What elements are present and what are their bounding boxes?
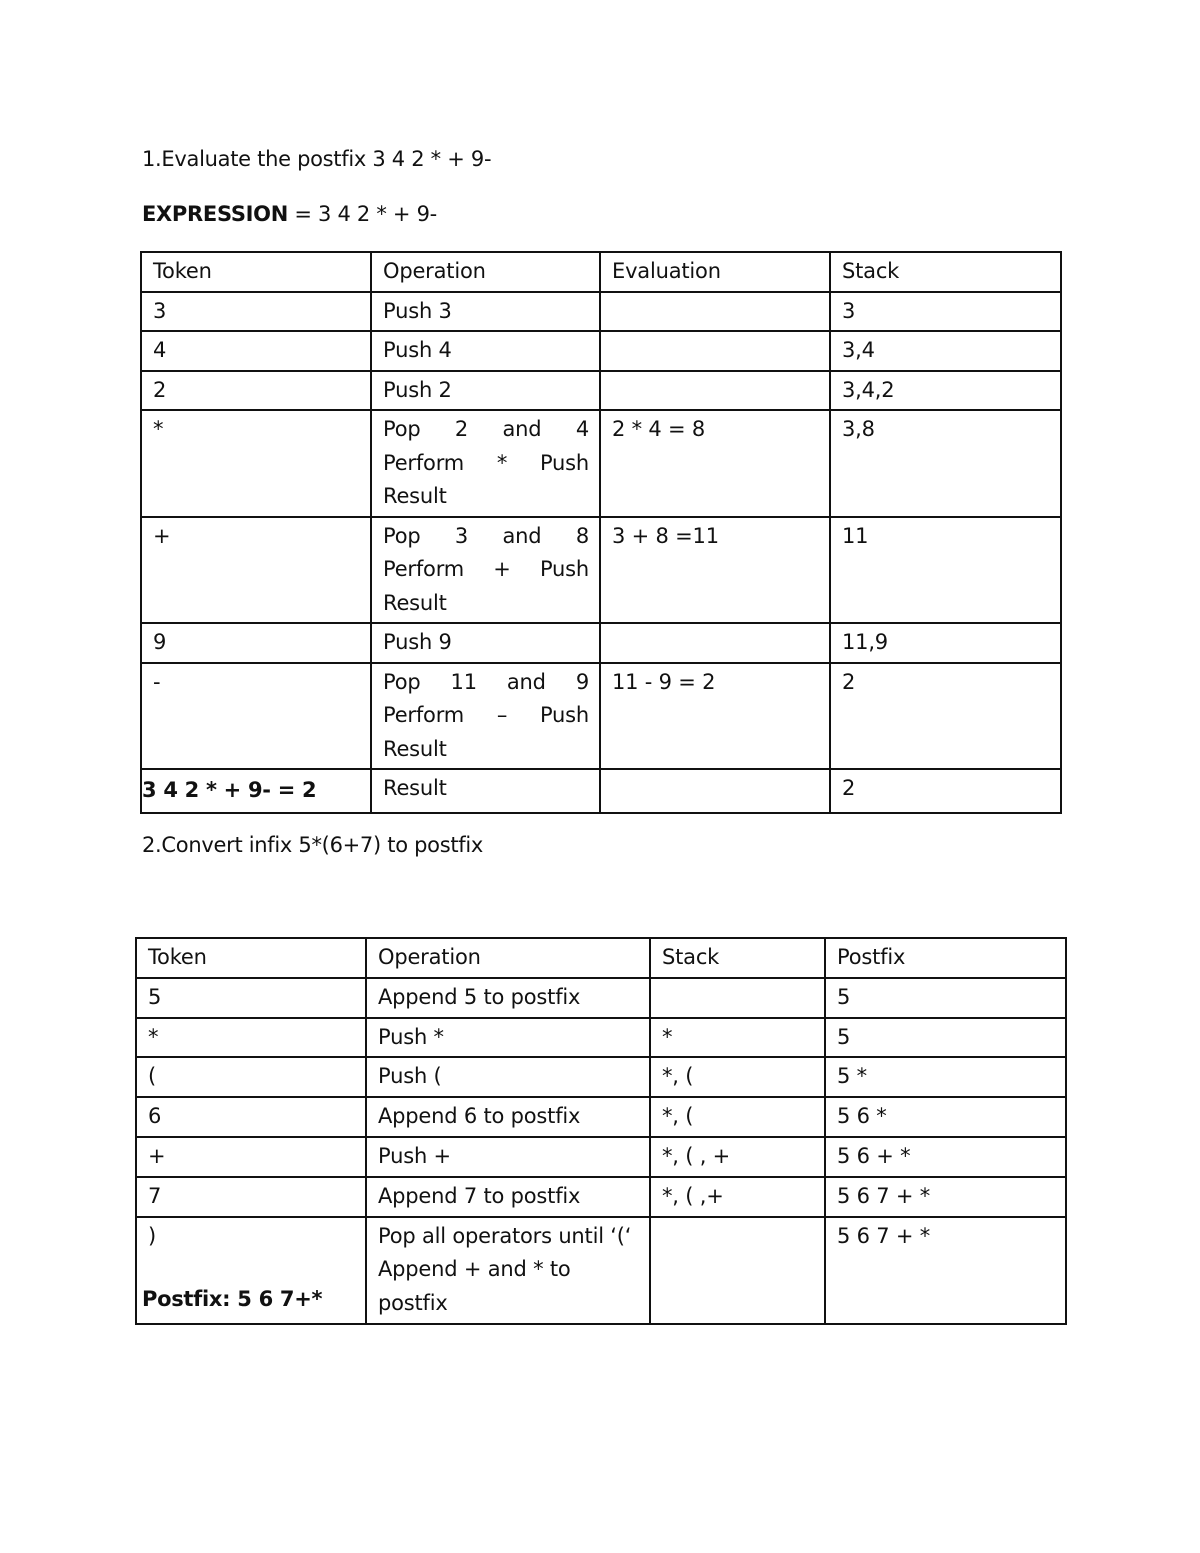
cell-operation: Push + [366, 1137, 650, 1177]
section1-heading: 1.Evaluate the postfix 3 4 2 * + 9- [142, 147, 492, 171]
cell-operation: Append 7 to postfix [366, 1177, 650, 1217]
cell-operation: Pop 2 and 4 Perform * Push Result [371, 410, 600, 517]
cell-evaluation: 2 * 4 = 8 [600, 410, 830, 517]
cell-token: ( [136, 1057, 366, 1097]
cell-token: + [136, 1137, 366, 1177]
cell-stack: *, ( [650, 1097, 825, 1137]
cell-postfix: 5 [825, 1018, 1066, 1058]
cell-stack: 3,4,2 [830, 371, 1061, 411]
header-operation: Operation [366, 938, 650, 978]
table-row [141, 663, 1061, 770]
header-token: Token [141, 252, 371, 292]
cell-stack: 3 [830, 292, 1061, 332]
cell-token: ) [136, 1217, 366, 1324]
cell-token: 4 [141, 331, 371, 371]
cell-evaluation [600, 371, 830, 411]
cell-operation: Append 6 to postfix [366, 1097, 650, 1137]
cell-operation: Push ( [366, 1057, 650, 1097]
section1-result: 3 4 2 * + 9- = 2 [142, 778, 317, 802]
table-row [136, 978, 1066, 1018]
cell-stack: 3,8 [830, 410, 1061, 517]
cell-token: 2 [141, 371, 371, 411]
table-row [136, 1097, 1066, 1137]
cell-operation: Push * [366, 1018, 650, 1058]
header-token: Token [136, 938, 366, 978]
cell-stack: 11,9 [830, 623, 1061, 663]
table-row [136, 1137, 1066, 1177]
cell-stack: *, ( ,+ [650, 1177, 825, 1217]
cell-evaluation: 11 - 9 = 2 [600, 663, 830, 770]
cell-postfix: 5 6 * [825, 1097, 1066, 1137]
cell-stack: 11 [830, 517, 1061, 624]
cell-stack [650, 978, 825, 1018]
cell-token: + [141, 517, 371, 624]
cell-evaluation [600, 331, 830, 371]
cell-token: 3 [141, 292, 371, 332]
cell-operation: Pop 11 and 9 Perform – Push Result [371, 663, 600, 770]
cell-stack: *, ( , + [650, 1137, 825, 1177]
header-postfix: Postfix [825, 938, 1066, 978]
header-stack: Stack [830, 252, 1061, 292]
cell-operation: Result [371, 769, 600, 813]
cell-stack: 3,4 [830, 331, 1061, 371]
cell-stack: * [650, 1018, 825, 1058]
cell-evaluation: 3 + 8 =11 [600, 517, 830, 624]
cell-operation: Pop all operators until ‘(‘ Append + and * to postfix [366, 1217, 650, 1324]
cell-token: 6 [136, 1097, 366, 1137]
table-row [136, 1018, 1066, 1058]
cell-token: * [141, 410, 371, 517]
section2-result: Postfix: 5 6 7+* [142, 1287, 323, 1311]
cell-postfix: 5 6 7 + * [825, 1217, 1066, 1324]
cell-postfix: 5 6 7 + * [825, 1177, 1066, 1217]
cell-evaluation [600, 769, 830, 813]
table-row [141, 331, 1061, 371]
conversion-table [135, 937, 1067, 1325]
expression-label: EXPRESSION [142, 202, 288, 226]
table-row [141, 292, 1061, 332]
cell-operation: Push 4 [371, 331, 600, 371]
cell-postfix: 5 6 + * [825, 1137, 1066, 1177]
cell-token: - [141, 663, 371, 770]
table-header-row [136, 938, 1066, 978]
cell-operation: Push 2 [371, 371, 600, 411]
cell-stack: 2 [830, 769, 1061, 813]
header-evaluation: Evaluation [600, 252, 830, 292]
table-row [141, 623, 1061, 663]
evaluation-table [140, 251, 1062, 814]
cell-evaluation [600, 292, 830, 332]
table-row [141, 371, 1061, 411]
cell-token: 7 [136, 1177, 366, 1217]
cell-operation: Append 5 to postfix [366, 978, 650, 1018]
cell-postfix: 5 * [825, 1057, 1066, 1097]
header-stack: Stack [650, 938, 825, 978]
cell-token: * [136, 1018, 366, 1058]
cell-operation: Push 9 [371, 623, 600, 663]
cell-token: 5 [136, 978, 366, 1018]
header-operation: Operation [371, 252, 600, 292]
cell-postfix: 5 [825, 978, 1066, 1018]
cell-operation: Push 3 [371, 292, 600, 332]
cell-operation: Pop 3 and 8 Perform + Push Result [371, 517, 600, 624]
table-header-row [141, 252, 1061, 292]
cell-evaluation [600, 623, 830, 663]
table-row [136, 1177, 1066, 1217]
table-row [141, 517, 1061, 624]
expression-value: = 3 4 2 * + 9- [288, 202, 437, 226]
cell-token: 9 [141, 623, 371, 663]
cell-stack [650, 1217, 825, 1324]
expression-line [142, 201, 437, 227]
section2-heading: 2.Convert infix 5*(6+7) to postfix [142, 833, 484, 857]
cell-stack: *, ( [650, 1057, 825, 1097]
cell-stack: 2 [830, 663, 1061, 770]
table-row [136, 1057, 1066, 1097]
table-row [141, 410, 1061, 517]
